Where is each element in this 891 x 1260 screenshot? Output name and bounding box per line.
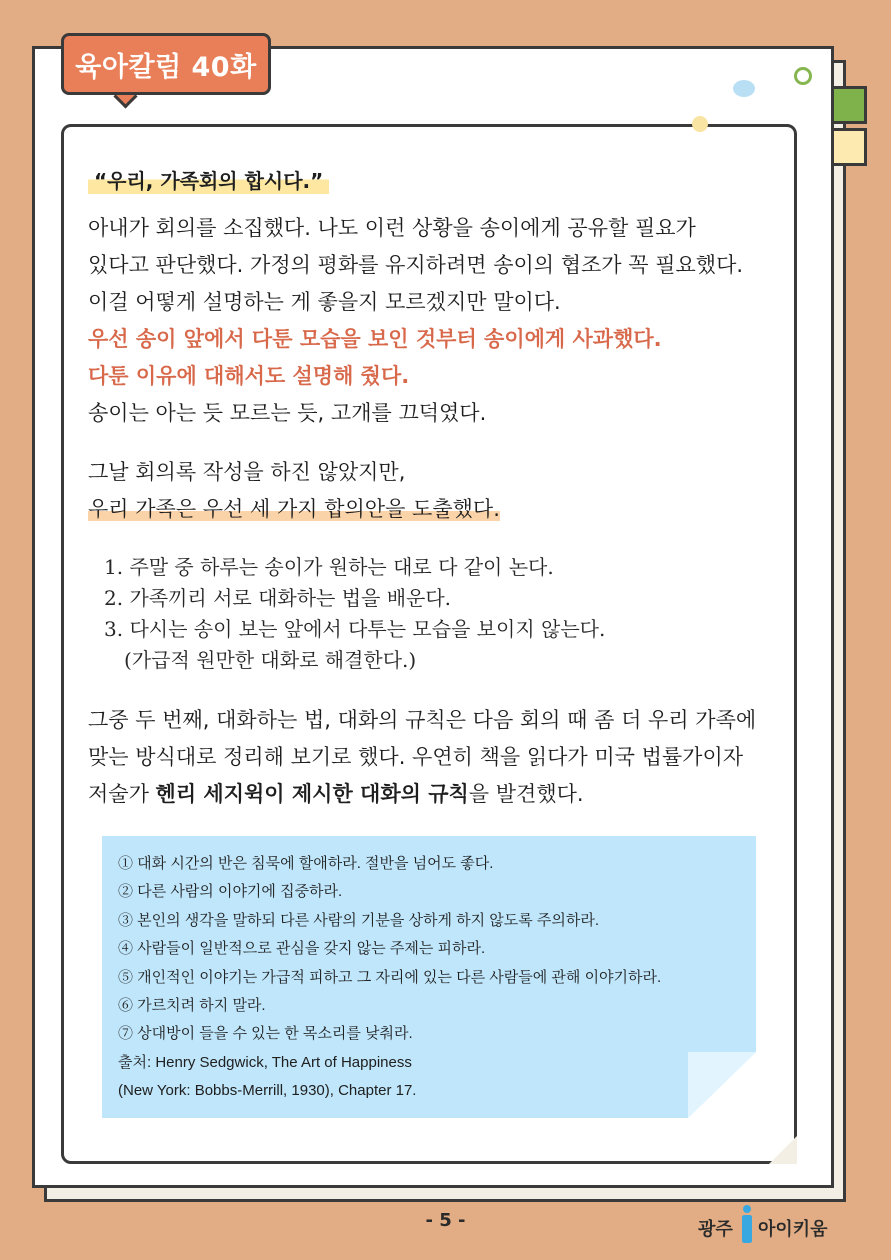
text-segment: 저술가 [88,782,156,806]
brand-logo [690,1203,850,1247]
rule-item: ⑤ 개인적인 이야기는 가급적 피하고 그 자리에 있는 다른 사람들에 관해 이야기하라. [118,968,662,986]
column-title-badge [61,33,271,95]
list-item-note: (가급적 원만한 대화로 해결한다.) [124,648,417,672]
source-citation: 출처: Henry Sedgwick, The Art of Happiness [118,1053,412,1071]
paragraph-3 [88,702,756,813]
blue-dot-decoration [733,80,755,97]
quote-heading [88,162,329,196]
text-line: 있다고 판단했다. 가정의 평화를 유지하려면 송이의 협조가 꼭 필요했다. [88,253,744,277]
rule-item: ⑦ 상대방이 들을 수 있는 한 목소리를 낮춰라. [118,1025,413,1043]
list-item: 3. 다시는 송이 보는 앞에서 다투는 모습을 보이지 않는다. [104,617,606,641]
rule-item: ② 다른 사람의 이야기에 집중하라. [118,883,343,901]
rule-item: ③ 본인의 생각을 말하되 다른 사람의 기분을 상하게 하지 않도록 주의하라. [118,911,600,929]
text-line: 송이는 아는 듯 모르는 듯, 고개를 끄덕였다. [88,401,487,425]
rule-item: ⑥ 가르치려 하지 말라. [118,996,266,1014]
logo-left-text: 광주 [698,1219,733,1240]
underlined-text: 우리 가족은 우선 세 가지 합의안을 도출했다. [88,497,500,521]
text-line [88,491,500,528]
paragraph-1 [88,210,743,432]
text-line: 아내가 회의를 소집했다. 나도 이런 상황을 송이에게 공유할 필요가 [88,216,696,240]
paragraph-2 [88,454,500,528]
highlighted-text-line: 다툰 이유에 대해서도 설명해 줬다. [88,364,410,388]
conversation-rules [118,850,661,1106]
text-line: 이걸 어떻게 설명하는 게 좋을지 모르겠지만 말이다. [88,290,561,314]
logo-icon [690,1203,850,1247]
yellow-dot-decoration [692,116,708,132]
text-line: 맞는 방식대로 정리해 보기로 했다. 우연히 책을 읽다가 미국 법률가이자 [88,745,744,769]
text-line: 그중 두 번째, 대화하는 법, 대화의 규칙은 다음 회의 때 좀 더 우리 가족에 [88,708,757,732]
column-title: 육아칼럼 40화 [75,51,257,83]
agreement-list [104,552,605,676]
green-ring-decoration [794,67,812,85]
bold-text-segment: 헨리 세지윅이 제시한 대화의 규칙 [155,782,469,806]
text-line: 그날 회의록 작성을 하진 않았지만, [88,460,406,484]
highlighted-text-line: 우선 송이 앞에서 다툰 모습을 보인 것부터 송이에게 사과했다. [88,327,662,351]
rule-item: ① 대화 시간의 반은 침묵에 할애하라. 절반을 넘어도 좋다. [118,855,494,872]
text-segment: 을 발견했다. [468,782,584,806]
list-item: 1. 주말 중 하루는 송이가 원하는 대로 다 같이 논다. [104,555,554,579]
list-item: 2. 가족끼리 서로 대화하는 법을 배운다. [104,586,452,610]
logo-right-text: 아이키움 [758,1219,828,1240]
quote-text: “우리, 가족회의 합시다.” [88,165,329,194]
page-number: - 5 - [425,1210,466,1231]
text-line [88,776,756,813]
rule-item: ④ 사람들이 일반적으로 관심을 갖지 않는 주제는 피하라. [118,940,486,958]
source-citation: (New York: Bobbs-Merrill, 1930), Chapter 17. [118,1082,417,1100]
